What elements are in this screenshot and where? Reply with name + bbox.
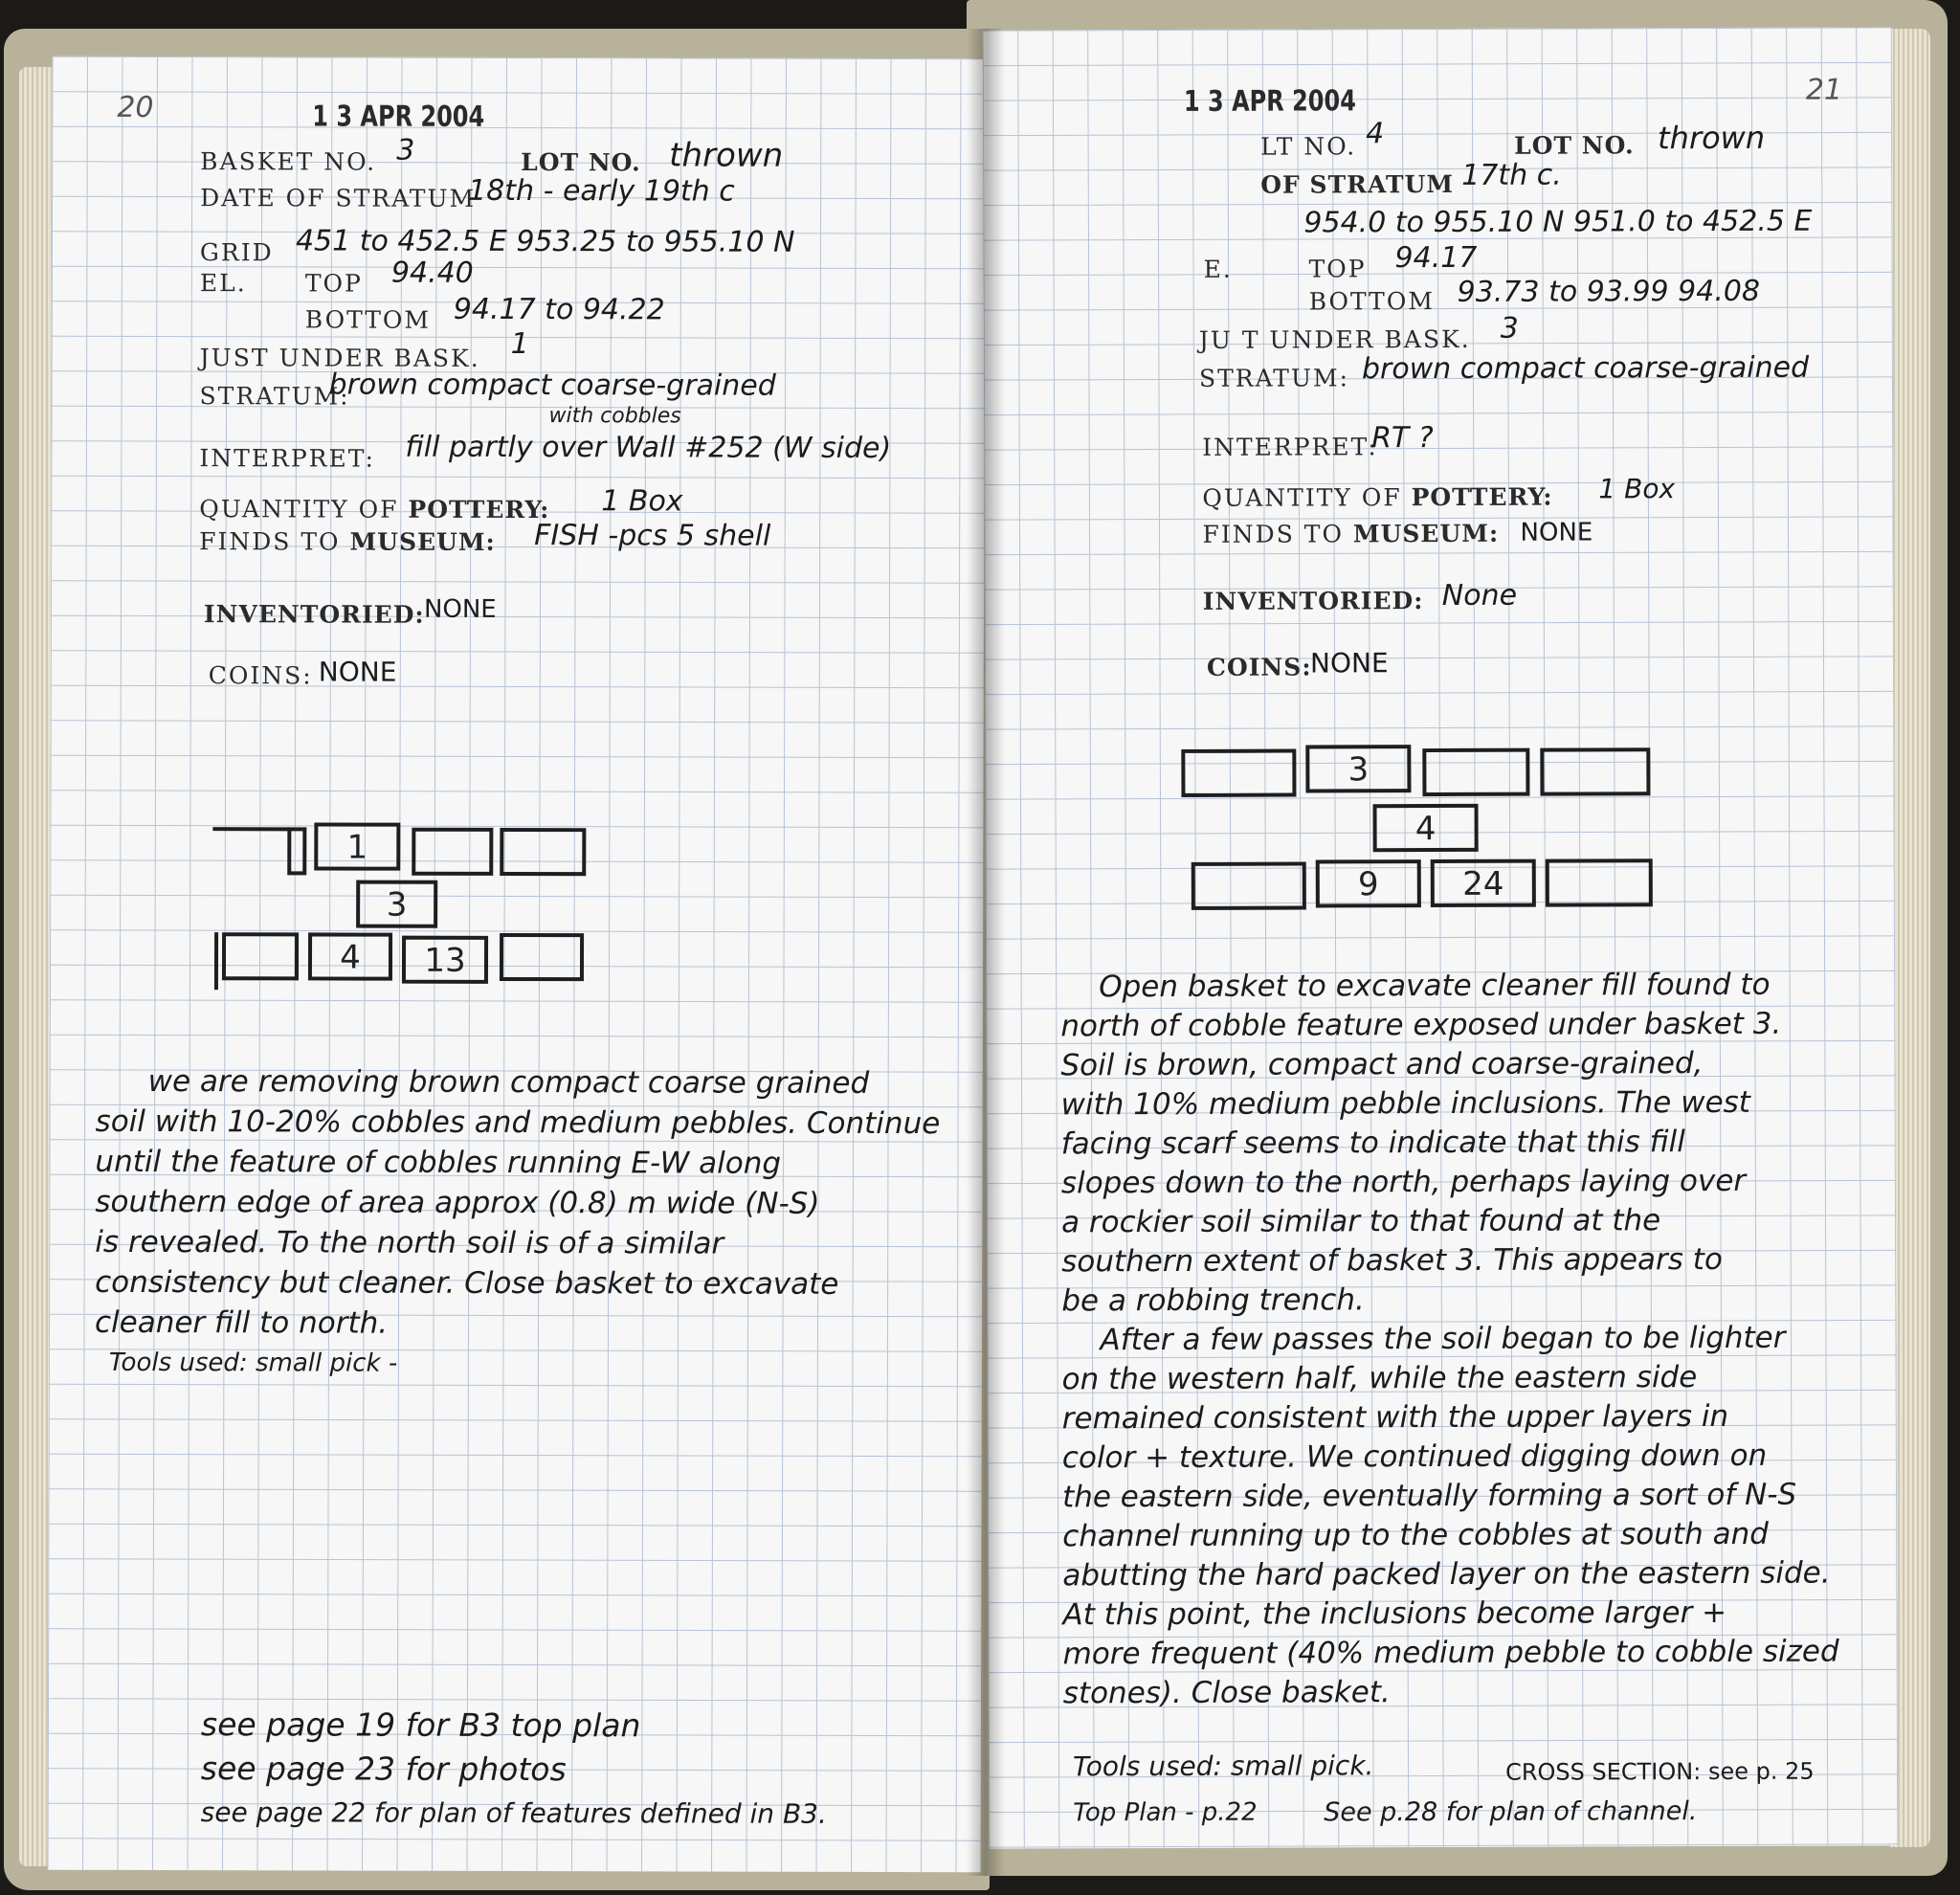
plan-box	[500, 828, 586, 876]
coins-label: COINS:	[1206, 653, 1312, 681]
grid-label: GRID	[199, 238, 274, 267]
interpret-label: INTERPRET:	[199, 444, 376, 473]
page-references	[201, 1703, 828, 1837]
basket-label: LT NO.	[1260, 132, 1357, 161]
inventoried-value: None	[1441, 578, 1518, 613]
note-line: consistency but cleaner. Close basket to excavate	[95, 1264, 839, 1302]
stratum-value: brown compact coarse-grained	[328, 368, 776, 403]
note-line: we are removing brown compact coarse grained	[147, 1063, 870, 1101]
interpret-label: INTERPRET:	[1202, 433, 1378, 461]
left-page	[48, 56, 986, 1873]
basket-value: 4	[1366, 117, 1385, 151]
pottery-label-bold: POTTERY:	[1411, 482, 1553, 512]
bottom-value: 93.73 to 93.99 94.08	[1457, 274, 1761, 309]
note-line: a rockier soil similar to that found at the	[1060, 1203, 1661, 1240]
lot-value: thrown	[669, 136, 784, 175]
plan-box-24: 24	[1431, 859, 1536, 907]
pottery-label-bold: POTTERY:	[408, 495, 550, 524]
bottom-value: 94.17 to 94.22	[453, 292, 665, 327]
plan-box	[287, 827, 306, 875]
plan-box	[1546, 858, 1653, 906]
top-label: TOP	[1308, 255, 1367, 283]
ref-line: see page 19 for B3 top plan	[200, 1706, 641, 1745]
museum-label: FINDS TO	[1202, 520, 1344, 548]
bottom-label: BOTTOM	[1308, 287, 1435, 316]
note-line: with 10% medium pebble inclusions. The west	[1060, 1084, 1750, 1123]
coins-value: NONE	[318, 656, 397, 688]
museum-label-bold: MUSEUM:	[349, 527, 496, 556]
note-line: be a robbing trench.	[1061, 1282, 1365, 1319]
excavation-notes	[1060, 966, 1839, 1714]
note-line: abutting the hard packed layer on the eastern side.	[1062, 1555, 1831, 1594]
stratum-value-2: with cobbles	[548, 404, 681, 429]
tools-line: Tools used: small pick -	[108, 1348, 398, 1378]
plan-box-3: 3	[1305, 745, 1411, 792]
right-page	[983, 27, 1899, 1848]
pottery-value: 1 Box	[601, 484, 683, 519]
pottery-label: QUANTITY OF	[199, 495, 399, 524]
plan-box	[1540, 747, 1650, 795]
museum-label: FINDS TO	[199, 527, 341, 556]
note-line: At this point, the inclusions become larger +	[1062, 1594, 1727, 1633]
plan-box	[1422, 748, 1529, 796]
note-line: channel running up to the cobbles at south and	[1062, 1516, 1769, 1554]
plan-box-4: 4	[308, 932, 392, 980]
date-of-stratum-label: OF STRATUM	[1260, 169, 1455, 199]
plan-box-13: 13	[402, 936, 488, 984]
inventoried-label: INVENTORIED:	[203, 600, 425, 629]
plan-box	[1192, 861, 1306, 909]
note-line: the eastern side, eventually forming a sort of N-S	[1061, 1477, 1797, 1515]
basket-value: 3	[396, 133, 415, 167]
top-plan-ref: Top Plan - p.22	[1073, 1797, 1258, 1828]
lot-label: LOT NO.	[1514, 131, 1635, 160]
stratum-label: STRATUM:	[199, 382, 350, 411]
excavation-notes	[95, 1061, 941, 1385]
date-stamp: 1 3 APR 2004	[312, 100, 485, 134]
bottom-label: BOTTOM	[304, 305, 432, 334]
note-line: color + texture. We continued digging down on	[1061, 1438, 1768, 1476]
just-under-value: 1	[510, 326, 529, 362]
plan-box-4: 4	[1373, 804, 1479, 852]
note-line: remained consistent with the upper layers in	[1061, 1398, 1729, 1437]
inventoried-label: INVENTORIED:	[1202, 587, 1424, 615]
coins-label: COINS:	[208, 661, 313, 690]
plan-box	[222, 932, 299, 980]
page-number: 20	[117, 90, 154, 125]
note-line: cleaner fill to north.	[94, 1304, 389, 1341]
book-gutter	[967, 29, 1005, 1876]
note-line: on the western half, while the eastern side	[1061, 1360, 1698, 1397]
el-label: E.	[1203, 255, 1233, 283]
tools-line: Tools used: small pick.	[1072, 1750, 1374, 1783]
lot-label: LOT NO.	[521, 148, 641, 177]
plan-box	[500, 933, 584, 981]
plan-box-1: 1	[314, 822, 400, 870]
grid-value: 954.0 to 955.10 N 951.0 to 452.5 E	[1303, 204, 1813, 240]
note-line: is revealed. To the north soil is of a similar	[95, 1224, 724, 1261]
stratum-value: brown compact coarse-grained	[1361, 350, 1810, 387]
note-line: southern edge of area approx (0.8) m wide (N-S)	[95, 1184, 820, 1221]
interpret-value: RT ?	[1371, 421, 1434, 456]
page-number: 21	[1805, 73, 1843, 107]
note-line: Soil is brown, compact and coarse-grained,	[1060, 1046, 1704, 1083]
date-stamp: 1 3 APR 2004	[1183, 84, 1356, 119]
plan-box-9: 9	[1316, 859, 1421, 907]
plan-box-3: 3	[356, 881, 437, 928]
plan-box	[1181, 749, 1296, 797]
pottery-label: QUANTITY OF	[1202, 483, 1402, 512]
grid-value: 451 to 452.5 E 953.25 to 955.10 N	[295, 224, 795, 259]
interpret-value: fill partly over Wall #252 (W side)	[405, 430, 892, 466]
pottery-value: 1 Box	[1598, 473, 1676, 505]
note-line: southern extent of basket 3. This appears to	[1061, 1241, 1723, 1280]
date-of-stratum-label: DATE OF STRATUM	[200, 184, 477, 212]
lot-value: thrown	[1658, 119, 1766, 157]
note-line: slopes down to the north, perhaps laying over	[1060, 1163, 1747, 1201]
basket-label: BASKET NO.	[200, 147, 377, 176]
note-line: until the feature of cobbles running E-W along	[95, 1144, 782, 1181]
just-under-label: JUST UNDER BASK.	[199, 344, 480, 372]
museum-label-bold: MUSEUM:	[1352, 519, 1500, 548]
note-line: Open basket to excavate cleaner fill found to	[1099, 967, 1771, 1005]
museum-value: NONE	[1520, 518, 1593, 547]
date-of-stratum-value: 17th c.	[1461, 158, 1562, 192]
ref-line: see page 22 for plan of features defined in B3.	[200, 1796, 827, 1830]
ref-line: see page 23 for photos	[200, 1750, 567, 1789]
note-line: more frequent (40% medium pebble to cobble sized	[1062, 1634, 1839, 1672]
date-of-stratum-value: 18th - early 19th c	[468, 173, 735, 209]
el-label: EL.	[199, 269, 247, 298]
just-under-value: 3	[1500, 311, 1519, 346]
top-value: 94.17	[1394, 240, 1478, 276]
plan-box	[412, 828, 493, 876]
stratum-label: STRATUM:	[1198, 364, 1350, 392]
note-line: facing scarf seems to indicate that this fill	[1060, 1125, 1685, 1162]
top-value: 94.40	[390, 256, 474, 290]
note-line: stones). Close basket.	[1062, 1675, 1391, 1711]
top-label: TOP	[304, 269, 363, 298]
just-under-label: JU T UNDER BASK.	[1198, 324, 1471, 354]
note-line: soil with 10-20% cobbles and medium pebbles. Continue	[95, 1104, 941, 1142]
inventoried-value: NONE	[423, 594, 497, 624]
note-line: north of cobble feature exposed under basket 3.	[1060, 1006, 1782, 1044]
channel-plan-ref: See p.28 for plan of channel.	[1324, 1796, 1698, 1828]
cross-section-ref: CROSS SECTION: see p. 25	[1504, 1757, 1815, 1786]
note-line: After a few passes the soil began to be lighter	[1100, 1320, 1786, 1358]
coins-value: NONE	[1309, 647, 1389, 680]
museum-value: FISH -pcs 5 shell	[534, 519, 771, 553]
